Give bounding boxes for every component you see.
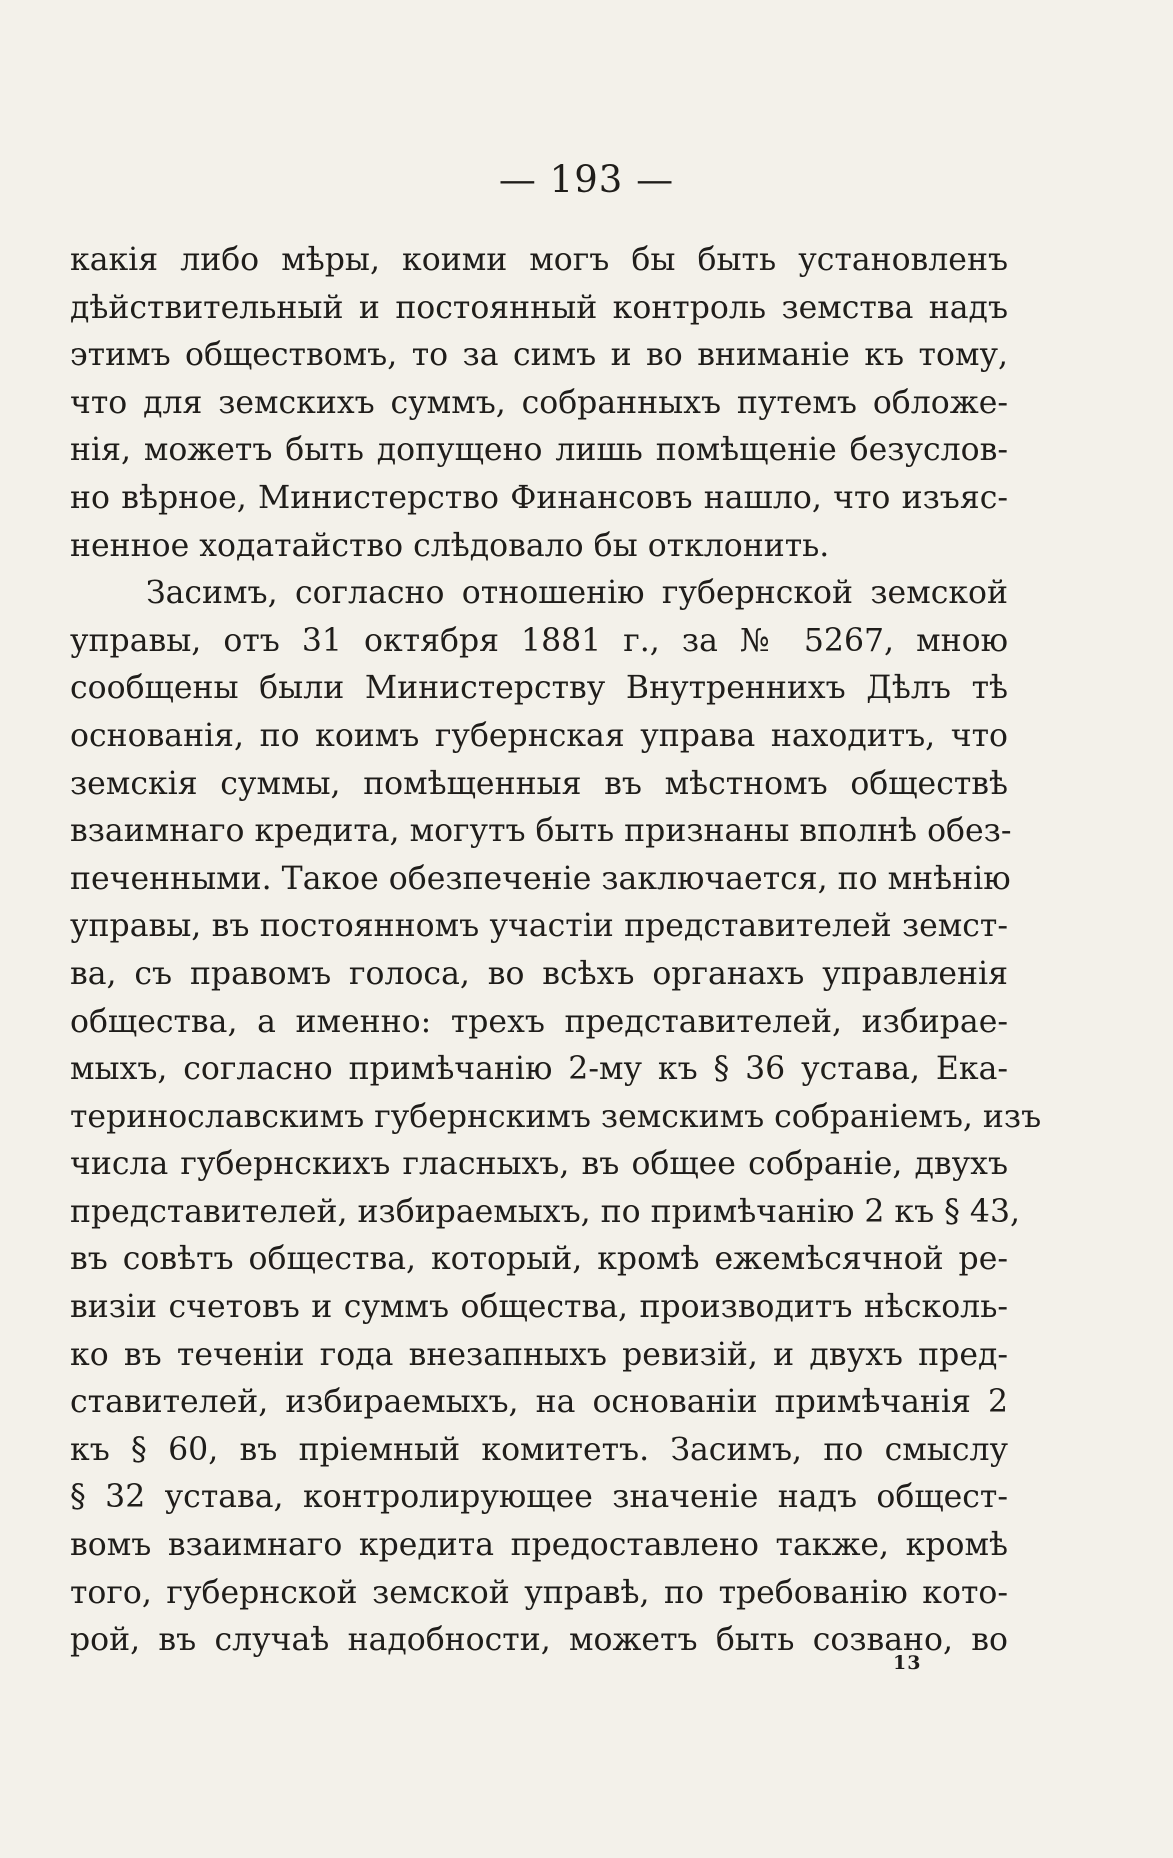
- text-line: дѣйствительный и постоянный контроль земства надъ: [70, 289, 1008, 326]
- text-line: но вѣрное, Министерство Финансовъ нашло, что изъяс-: [70, 479, 1008, 516]
- page-number: — 193 —: [498, 158, 675, 201]
- text-line: къ § 60, въ пріемный комитетъ. Засимъ, по смыслу: [70, 1431, 1008, 1468]
- text-line: нія, можетъ быть допущено лишь помѣщеніе безуслов-: [70, 432, 1008, 469]
- text-line: управы, отъ 31 октября 1881 г., за № 5267, мною: [70, 622, 1008, 659]
- text-line: числа губернскихъ гласныхъ, въ общее собраніе, двухъ: [70, 1146, 1008, 1183]
- text-line: ва, съ правомъ голоса, во всѣхъ органахъ управленія: [70, 955, 1008, 992]
- text-line: взаимнаго кредита, могутъ быть признаны вполнѣ обез-: [70, 813, 1012, 850]
- text-line: управы, въ постоянномъ участіи представителей земст-: [70, 908, 1008, 945]
- text-line: того, губернской земской управѣ, по требованію кото-: [70, 1574, 1008, 1611]
- text-line: въ совѣтъ общества, который, кромѣ ежемѣсячной ре-: [70, 1241, 1008, 1278]
- text-line: печенными. Такое обезпеченіе заключается, по мнѣнію: [70, 860, 1011, 897]
- text-line: основанія, по коимъ губернская управа находитъ, что: [70, 717, 1008, 754]
- text-line: вомъ взаимнаго кредита предоставлено также, кромѣ: [70, 1527, 1008, 1564]
- text-line: рой, въ случаѣ надобности, можетъ быть созвано, во: [70, 1622, 1008, 1659]
- text-line: мыхъ, согласно примѣчанію 2-му къ § 36 устава, Ека-: [70, 1051, 1008, 1088]
- text-line: земскія суммы, помѣщенныя въ мѣстномъ обществѣ: [70, 765, 1008, 802]
- paragraph-start-line: Засимъ, согласно отношенію губернской земской: [146, 575, 1008, 612]
- text-line: теринославскимъ губернскимъ земскимъ собраніемъ, изъ: [70, 1098, 1042, 1135]
- text-line: ко въ теченіи года внезапныхъ ревизій, и двухъ пред-: [70, 1336, 1008, 1373]
- paragraph-end-line: ненное ходатайство слѣдовало бы отклонить.: [70, 527, 830, 564]
- text-line: представителей, избираемыхъ, по примѣчанію 2 къ § 43,: [70, 1193, 1021, 1230]
- text-line: этимъ обществомъ, то за симъ и во вниманіе къ тому,: [70, 337, 1008, 374]
- text-line: § 32 устава, контролирующее значеніе надъ общест-: [70, 1479, 1008, 1516]
- text-line: сообщены были Министерству Внутреннихъ Дѣлъ тѣ: [70, 670, 1008, 707]
- text-line: визіи счетовъ и суммъ общества, производитъ нѣсколь-: [70, 1289, 1008, 1326]
- text-line: ставителей, избираемыхъ, на основаніи примѣчанія 2: [70, 1384, 1008, 1421]
- text-line: какія либо мѣры, коими могъ бы быть установленъ: [70, 242, 1008, 278]
- text-line: общества, а именно: трехъ представителей, избирае-: [70, 1003, 1008, 1040]
- body-text: [70, 237, 1042, 1665]
- printer-signature-mark: 13: [893, 1652, 922, 1674]
- text-line: что для земскихъ суммъ, собранныхъ путемъ обложе-: [70, 384, 1008, 421]
